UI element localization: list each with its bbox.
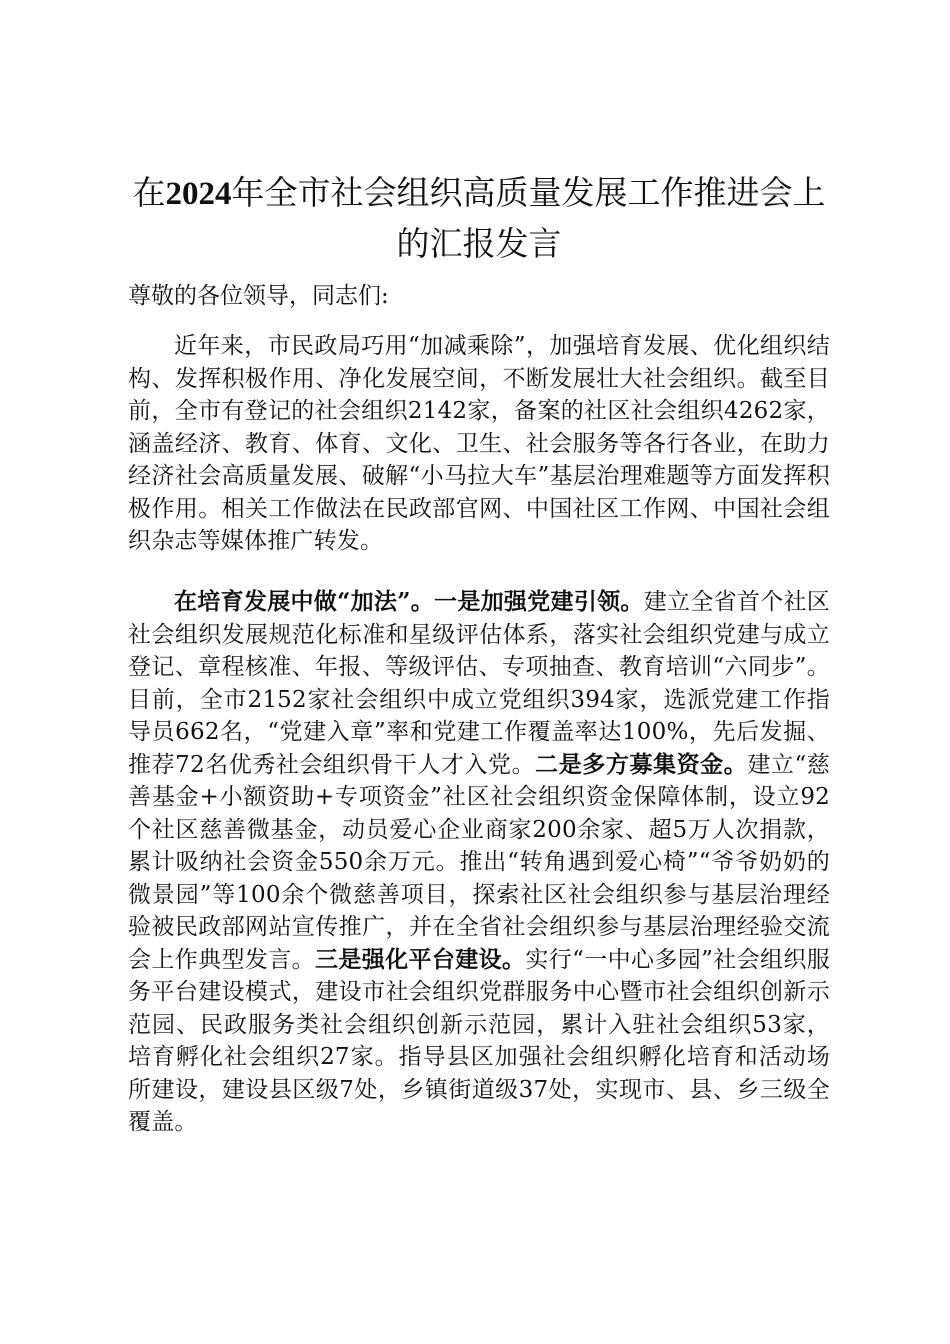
document-title [128, 168, 830, 269]
point2-text: 建立“慈善基金+小额资助+专项资金”社区社会组织资金保障体制，设立92个社区慈善微基金，动员爱心企业商家200余家、超5万人次捐款，累计吸纳社会资金550余万元。推出“转角遇到爱心椅”“爷爷奶奶的微景园”等100余个微慈善项目，探索社区社会组织参与基层治理经验被民政部网站宣传推广，并在全省社会组织参与基层治理经验交流会上作典型发言。 [128, 751, 830, 973]
point1-text: 建立全省首个社区社会组织发展规范化标准和星级评估体系，落实社会组织党建与成立登记、章程核准、年报、等级评估、专项抽查、教育培训“六同步”。目前，全市2152家社会组织中成立党组织394家，选派党建工作指导员662名，“党建入章”率和党建工作覆盖率达100%，先后发掘、推荐72名优秀社会组织骨干人才入党。 [128, 589, 830, 778]
title-part1: 在 [132, 173, 166, 212]
title-part2: 年全市社会组织高质量发展工作推进会上的汇报发言 [231, 173, 826, 263]
salutation: 尊敬的各位领导，同志们: [128, 283, 389, 309]
point1-title: 一是加强党建引领。 [434, 588, 644, 615]
point3-title: 三是强化平台建设。 [315, 945, 526, 973]
point2-title: 二是多方募集资金。 [535, 750, 748, 778]
point3-text: 实行“一中心多园”社会组织服务平台建设模式，建设市社会组织党群服务中心暨市社会组织创新示范园、民政服务类社会组织创新示范园，累计入驻社会组织53家，培育孵化社会组织27家。指导县区加强社会组织孵化培育和活动场所建设，建设县区级7处，乡镇街道级37处，实现市、县、乡三级全覆盖。 [128, 946, 830, 1135]
paragraph-addition [128, 586, 830, 1139]
section-heading: 在培育发展中做“加法”。 [174, 588, 435, 615]
title-year: 2024 [165, 176, 232, 212]
paragraph-intro: 近年来，市民政局巧用“加减乘除”，加强培育发展、优化组织结构、发挥积极作用、净化发展空间，不断发展壮大社会组织。截至目前，全市有登记的社会组织2142家，备案的社区社会组织4262家，涵盖经济、教育、体育、文化、卫生、社会服务等各行各业，在助力经济社会高质量发展、破解“小马拉大车”基层治理难题等方面发挥积极作用。相关工作做法在民政部官网、中国社区工作网、中国社会组织杂志等媒体推广转发。 [128, 333, 830, 554]
